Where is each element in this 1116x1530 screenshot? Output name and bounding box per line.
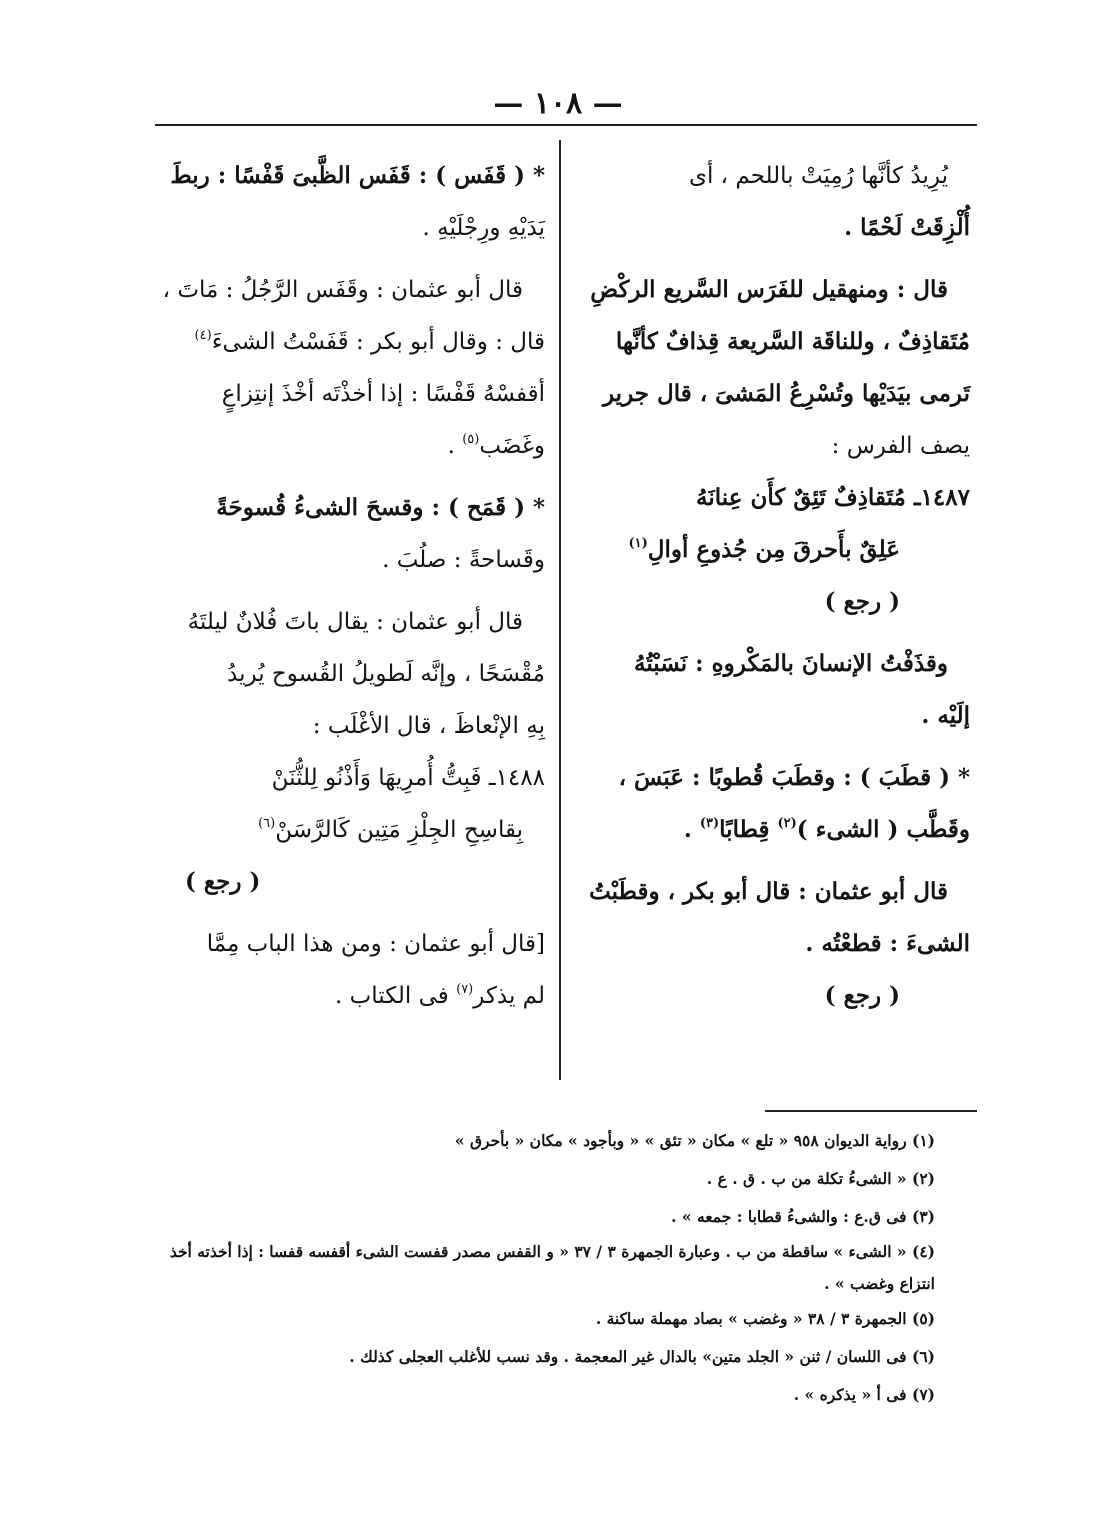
text-line: [قال أبو عثمان : ومن هذا الباب مِمَّا [206,931,545,957]
text-line: وقَساحةً : صلُبَ . [382,547,545,573]
text-line: الشىءَ : قطعْتُه . [805,930,970,957]
footnote: (٥) الجمهرة ٣ / ٣٨ « وغضب » بصاد مهملة ساكنة . [595,1309,935,1328]
entry-heading: * ( قطَبَ ) : وقطَبَ قُطوبًا : عَبَسَ ، [618,764,970,791]
text-line: قال أبو عثمان : قال أبو بكر ، وقطَبْتُ [589,878,948,905]
footnote-rule [765,1110,977,1112]
text-span: قِطابًا [719,816,778,843]
footnote-ref: (٧) [456,982,474,997]
footnote: (٦) فى اللسان / ثنن « الجلد متين» بالدال غير المعجمة . وقد نسب للأغلب العجلى كذلك . [349,1347,935,1366]
text-span: وغَضَب [479,433,545,459]
text-span: وقَطَّب ( الشىء ) [796,816,970,843]
footnote-ref: (٢) [777,816,797,831]
text-line: مُقْسَحًا ، وإنَّه لَطويلُ القُسوح يُريدُ [227,661,545,687]
text-line: قال أبو عثمان : يقال باتَ فُلانٌ ليلتَهُ [187,609,523,635]
entry-heading: * ( قَمَح ) : وقسحَ الشىءُ قُسوحَةً [216,494,545,521]
footnote-ref: (٥) [462,432,480,447]
text-line: يُرِيدُ كأنَّها رُمِيَتْ باللحم ، أى [688,163,948,189]
footnote: (٢) « الشىءُ تكلة من ب . ق . ع . [706,1169,935,1188]
column-divider [559,140,561,1080]
text-line: إلَيْه . [921,702,970,729]
verse-line: ١٤٨٨ـ فَبِتُّ أُمرِيهَا وَأَذْنُو لِلثُّنَنْ [271,765,545,791]
text-line: مُتَقاذِفٌ ، وللناقَة السَّريعة قِذافٌ كأنَّها [615,328,970,355]
verse-line: ١٤٨٧ـ مُتَقاذِفٌ تَئِقٌ كأَن عِنانَهُ [696,484,970,511]
left-column [155,150,545,1022]
text-span: . [447,433,463,459]
text-span: لم يذكر [473,983,545,1009]
text-span: . [683,816,700,843]
verse-line [155,804,545,856]
verse-text: عَلِقٌ بأَحرقَ مِن جُذوعِ أوالِ [647,536,900,563]
text-span: فى الكتاب . [335,983,457,1009]
text-line: وقذَفْتُ الإنسانَ بالمَكْروهِ : نَسَبْتُهُ [634,650,948,677]
header-rule [155,124,977,126]
footnote-ref: (١) [628,536,648,551]
verse-text: بِقاسِحِ الجِلْزِ مَتِين كَالرَّسَنْ [275,817,523,843]
footnote: (٧) فى أ « يذكره » . [793,1385,935,1404]
text-line [580,804,970,856]
text-line: يَدَيْهِ ورِجْلَيْهِ . [422,215,545,241]
right-column [580,150,970,1022]
return-marker: ( رجع ) [824,588,900,615]
footnote: (٣) فى ق.ع : والشىءُ قطابا : جمعه » . [671,1207,935,1226]
footnote: (١) رواية الديوان ٩٥٨ « تلع » مكان « تئق » « وبأجود » مكان « بأحرق » [454,1131,935,1150]
text-line: قال : ومنهقيل للفَرَس السَّريع الركْضِ [590,276,948,303]
text-line: أقفسْهُ قَفْسًا : إذا أخذْتَه أخْذَ إنتِزاعٍ [221,381,545,407]
text-line: تَرمى بيَدَيْها وتُسْرِعُ المَشىَ ، قال جرير [602,380,970,407]
text-span: قال : وقال أبو بكر : قَفَسْتُ الشىءَ [211,329,545,355]
verse-line [580,524,970,576]
footnote-ref: (٦) [258,816,276,831]
entry-heading: * ( قَفَس ) : قَفَس الظَّبىَ قَفْسًا : ربطَ [170,162,545,189]
text-line: بِهِ الإنْعاظَ ، قال الأغْلَب : [312,713,545,739]
text-line [155,970,545,1022]
footnote-ref: (٤) [194,328,212,343]
text-line: أُلْزِقَتْ لَحْمًا . [844,214,970,241]
page-number: — ١٠٨ — [493,86,623,121]
text-line: يصف الفرس : [831,433,970,459]
return-marker: ( رجع ) [185,868,261,895]
footnote: (٤) « الشىء » ساقطة من ب . وعبارة الجمهرة ٣ / ٣٧ « و القفس مصدر قفست الشىء أقفسه قفسا : إذا أخذته أخذ انتزاع وغضب » . [169,1242,935,1293]
footnotes [150,1122,935,1414]
text-line: قال أبو عثمان : وقَفَس الرَّجُلُ : مَاتَ ، [162,277,523,303]
text-line [155,420,545,472]
text-line [155,316,545,368]
footnote-ref: (٣) [699,816,720,831]
return-marker: ( رجع ) [824,982,900,1009]
